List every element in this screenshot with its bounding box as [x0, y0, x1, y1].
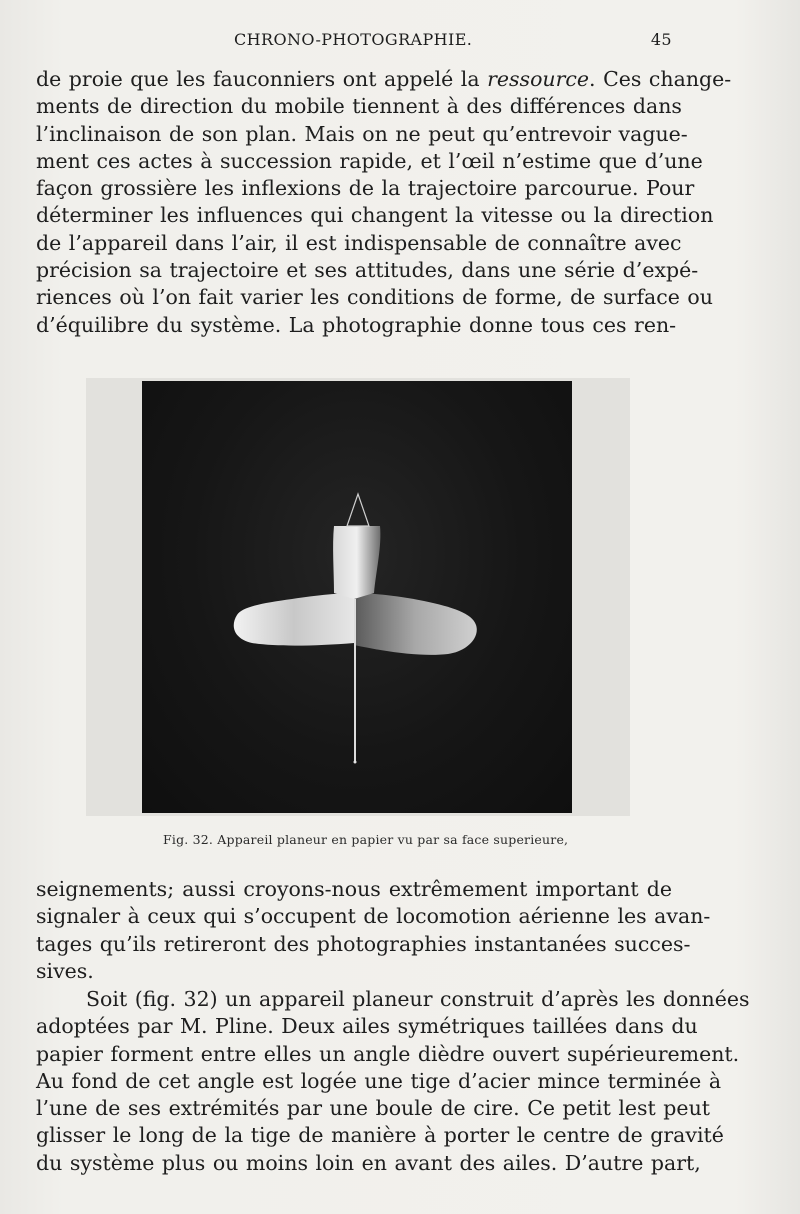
- text-line: signaler à ceux qui s’occupent de locomotion aérienne les avan-: [36, 904, 711, 929]
- text-line: papier forment entre elles un angle dièdre ouvert supérieurement.: [36, 1041, 740, 1066]
- right-wing: [354, 593, 477, 655]
- left-wing: [234, 593, 354, 646]
- paragraph-1: [36, 66, 732, 339]
- text-line: riences où l’on fait varier les conditions de forme, de surface ou: [36, 285, 713, 310]
- text-line: adoptées par M. Pline. Deux ailes symétriques taillées dans du: [36, 1014, 698, 1039]
- text-line: de proie que les fauconniers ont appelé la ressource. Ces change-: [36, 67, 732, 91]
- text-line: Soit (fig. 32) un appareil planeur construit d’après les données: [86, 987, 750, 1011]
- wax-ball: [354, 761, 357, 764]
- glider-body: [333, 526, 380, 599]
- text-line: ment ces actes à succession rapide, et l’œil n’estime que d’une: [36, 148, 703, 173]
- figure-caption: Fig. 32. Appareil planeur en papier vu par sa face superieure,: [163, 832, 569, 847]
- text-line: d’équilibre du système. La photographie donne tous ces ren-: [36, 312, 677, 337]
- text-line: l’une de ses extrémités par une boule de cire. Ce petit lest peut: [36, 1096, 711, 1121]
- text-line: précision sa trajectoire et ses attitudes, dans une série d’expé-: [36, 258, 699, 283]
- text-line: de l’appareil dans l’air, il est indispensable de connaître avec: [36, 230, 682, 255]
- text-line: l’inclinaison de son plan. Mais on ne peut qu’entrevoir vague-: [36, 121, 688, 146]
- paragraph-3: [36, 986, 750, 1177]
- text-line: façon grossière les inflexions de la trajectoire parcourue. Pour: [36, 176, 695, 201]
- italic-term: ressource: [487, 67, 590, 91]
- page-header: [36, 30, 672, 54]
- text-line: ments de direction du mobile tiennent à des différences dans: [36, 94, 682, 119]
- text-line: du système plus ou moins loin en avant des ailes. D’autre part,: [36, 1150, 701, 1175]
- text-line: Au fond de cet angle est logée une tige d’acier mince terminée à: [36, 1068, 722, 1093]
- text-line: glisser le long de la tige de manière à porter le centre de gravité: [36, 1123, 724, 1148]
- page-number: 45: [650, 30, 672, 49]
- running-title: CHRONO-PHOTOGRAPHIE.: [234, 30, 473, 49]
- paragraph-2: [36, 876, 711, 985]
- text-line: tages qu’ils retireront des photographies instantanées succes-: [36, 931, 691, 956]
- nose-tip: [347, 494, 369, 526]
- text-line: déterminer les influences qui changent la vitesse ou la direction: [36, 203, 714, 228]
- text-line: seignements; aussi croyons-nous extrêmement important de: [36, 877, 672, 901]
- figure-photograph: [142, 381, 572, 813]
- glider-illustration: [142, 381, 572, 813]
- text-line: sives.: [36, 958, 94, 983]
